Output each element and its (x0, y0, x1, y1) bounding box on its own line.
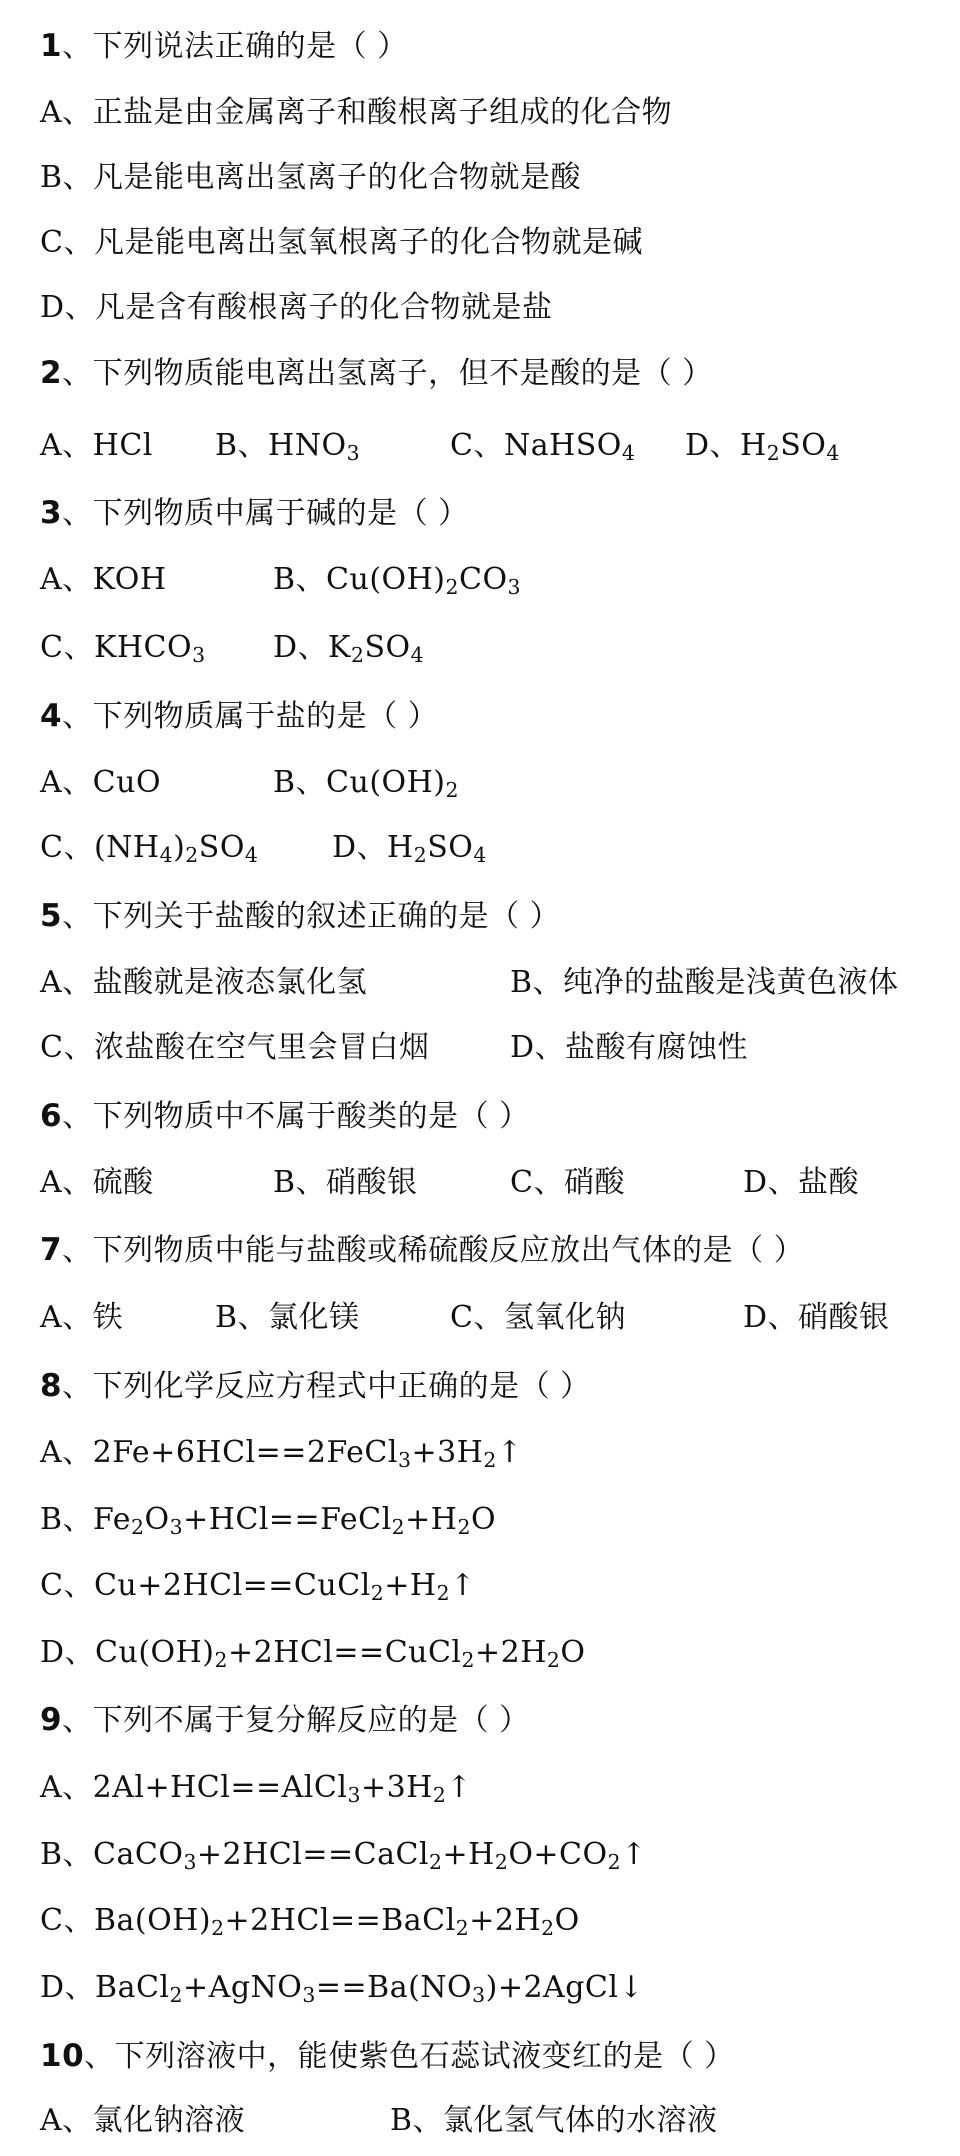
option-b: B、氯化氢气体的水溶液 (390, 2103, 718, 2138)
question-text: 下列不属于复分解反应的是（ ） (92, 1703, 530, 1738)
question-3-stem: 3、下列物质中属于碱的是（ ） (40, 495, 469, 531)
question-4-stem: 4、下列物质属于盐的是（ ） (40, 698, 439, 734)
option-b: B、硝酸银 (273, 1165, 418, 1200)
question-1-stem: 1、下列说法正确的是（ ） (40, 28, 408, 64)
option-c: C、浓盐酸在空气里会冒白烟 (40, 1030, 430, 1065)
option-a: A、KOH (40, 562, 167, 597)
question-7-stem: 7、下列物质中能与盐酸或稀硫酸反应放出气体的是（ ） (40, 1232, 805, 1268)
question-text: 下列物质中不属于酸类的是（ ） (92, 1099, 530, 1134)
option-row (40, 955, 940, 1011)
question-number: 2 (40, 355, 63, 391)
option-d: D、$BaCl_2+AgNO_3==Ba(NO_3)+2AgCl↓$ (40, 1970, 645, 2008)
question-number: 10 (40, 2038, 85, 2074)
option-b: B、$Cu(OH)_2$ (273, 765, 459, 803)
question-text: 下列物质中能与盐酸或稀硫酸反应放出气体的是（ ） (92, 1233, 805, 1268)
option-b: B、氯化镁 (215, 1300, 360, 1335)
option-d: D、盐酸有腐蚀性 (510, 1030, 749, 1065)
option-a: A、氯化钠溶液 (40, 2103, 246, 2138)
option-a: A、$2Al+HCl==AlCl_3+3H_2↑$ (40, 1770, 472, 1808)
question-text: 下列化学反应方程式中正确的是（ ） (92, 1369, 591, 1404)
option-row (40, 2093, 920, 2149)
option-c: C、$Cu+2HCl==CuCl_2+H_2↑$ (40, 1568, 476, 1606)
option-row (40, 1960, 644, 2016)
option-a: A、盐酸就是液态氯化氢 (40, 965, 368, 1000)
option-a: A、$2Fe+6HCl==2FeCl_3+3H_2↑$ (40, 1435, 523, 1473)
question-number: 4 (40, 698, 63, 734)
question-10-stem: 10、下列溶液中，能使紫色石蕊试液变红的是（ ） (40, 2038, 735, 2074)
option-c: C、$(NH_4)_2SO_4$ (40, 830, 259, 868)
option-row (40, 1558, 476, 1614)
option-b: B、$HNO_3$ (215, 428, 361, 466)
option-d: D、硝酸银 (743, 1300, 890, 1335)
option-b: B、凡是能电离出氢离子的化合物就是酸 (40, 160, 582, 195)
option-row (40, 1827, 647, 1883)
option-row (40, 1290, 920, 1346)
option-row (40, 215, 643, 271)
option-d: D、盐酸 (743, 1165, 860, 1200)
option-row (40, 280, 553, 336)
option-c: C、氢氧化钠 (450, 1300, 626, 1335)
option-row (40, 1760, 472, 1816)
option-d: D、$H_2SO_4$ (332, 830, 487, 868)
question-6-stem: 6、下列物质中不属于酸类的是（ ） (40, 1098, 530, 1134)
option-d: D、凡是含有酸根离子的化合物就是盐 (40, 290, 553, 325)
question-number: 6 (40, 1098, 63, 1134)
option-d: D、$H_2SO_4$ (685, 428, 840, 466)
option-b: B、$Fe_2O_3+HCl==FeCl_2+H_2O$ (40, 1502, 497, 1540)
option-row (40, 1492, 496, 1548)
option-row (40, 418, 920, 474)
option-b: B、$CaCO_3+2HCl==CaCl_2+H_2O+CO_2↑$ (40, 1837, 647, 1875)
question-text: 下列物质能电离出氢离子，但不是酸的是（ ） (92, 356, 713, 391)
option-c: C、凡是能电离出氢氧根离子的化合物就是碱 (40, 225, 643, 260)
question-2-stem: 2、下列物质能电离出氢离子，但不是酸的是（ ） (40, 355, 713, 391)
option-row (40, 1155, 920, 1211)
option-row (40, 1425, 522, 1481)
option-row (40, 1625, 586, 1681)
option-row (40, 552, 920, 608)
option-d: D、$K_2SO_4$ (273, 630, 425, 668)
question-text: 下列溶液中，能使紫色石蕊试液变红的是（ ） (114, 2039, 735, 2074)
question-number: 5 (40, 898, 63, 934)
option-a: A、铁 (40, 1300, 124, 1335)
question-8-stem: 8、下列化学反应方程式中正确的是（ ） (40, 1368, 591, 1404)
question-number: 8 (40, 1368, 63, 1404)
question-9-stem: 9、下列不属于复分解反应的是（ ） (40, 1702, 530, 1738)
question-number: 9 (40, 1702, 63, 1738)
option-row (40, 1020, 940, 1076)
question-text: 下列说法正确的是（ ） (92, 29, 408, 64)
question-number: 3 (40, 495, 63, 531)
option-a: A、正盐是由金属离子和酸根离子组成的化合物 (40, 95, 673, 130)
option-b: B、纯净的盐酸是浅黄色液体 (510, 965, 899, 1000)
option-d: D、$Cu(OH)_2+2HCl==CuCl_2+2H_2O$ (40, 1635, 586, 1673)
question-text: 下列关于盐酸的叙述正确的是（ ） (92, 899, 561, 934)
question-number: 1 (40, 28, 63, 64)
option-row (40, 1893, 580, 1949)
option-row (40, 85, 672, 141)
option-c: C、$KHCO_3$ (40, 630, 206, 668)
option-row (40, 620, 920, 676)
option-c: C、NaHSO$_4$ (450, 428, 636, 466)
option-c: C、硝酸 (510, 1165, 625, 1200)
option-a: A、CuO (40, 765, 162, 800)
option-row (40, 755, 920, 811)
question-number: 7 (40, 1232, 63, 1268)
question-5-stem: 5、下列关于盐酸的叙述正确的是（ ） (40, 898, 561, 934)
option-b: B、$Cu(OH)_2CO_3$ (273, 562, 522, 600)
question-text: 下列物质属于盐的是（ ） (92, 699, 439, 734)
option-row (40, 150, 581, 206)
option-a: A、硫酸 (40, 1165, 154, 1200)
question-text: 下列物质中属于碱的是（ ） (92, 496, 469, 531)
option-a: A、HCl (40, 428, 153, 463)
option-row (40, 820, 920, 876)
option-c: C、$Ba(OH)_2+2HCl==BaCl_2+2H_2O$ (40, 1903, 580, 1941)
